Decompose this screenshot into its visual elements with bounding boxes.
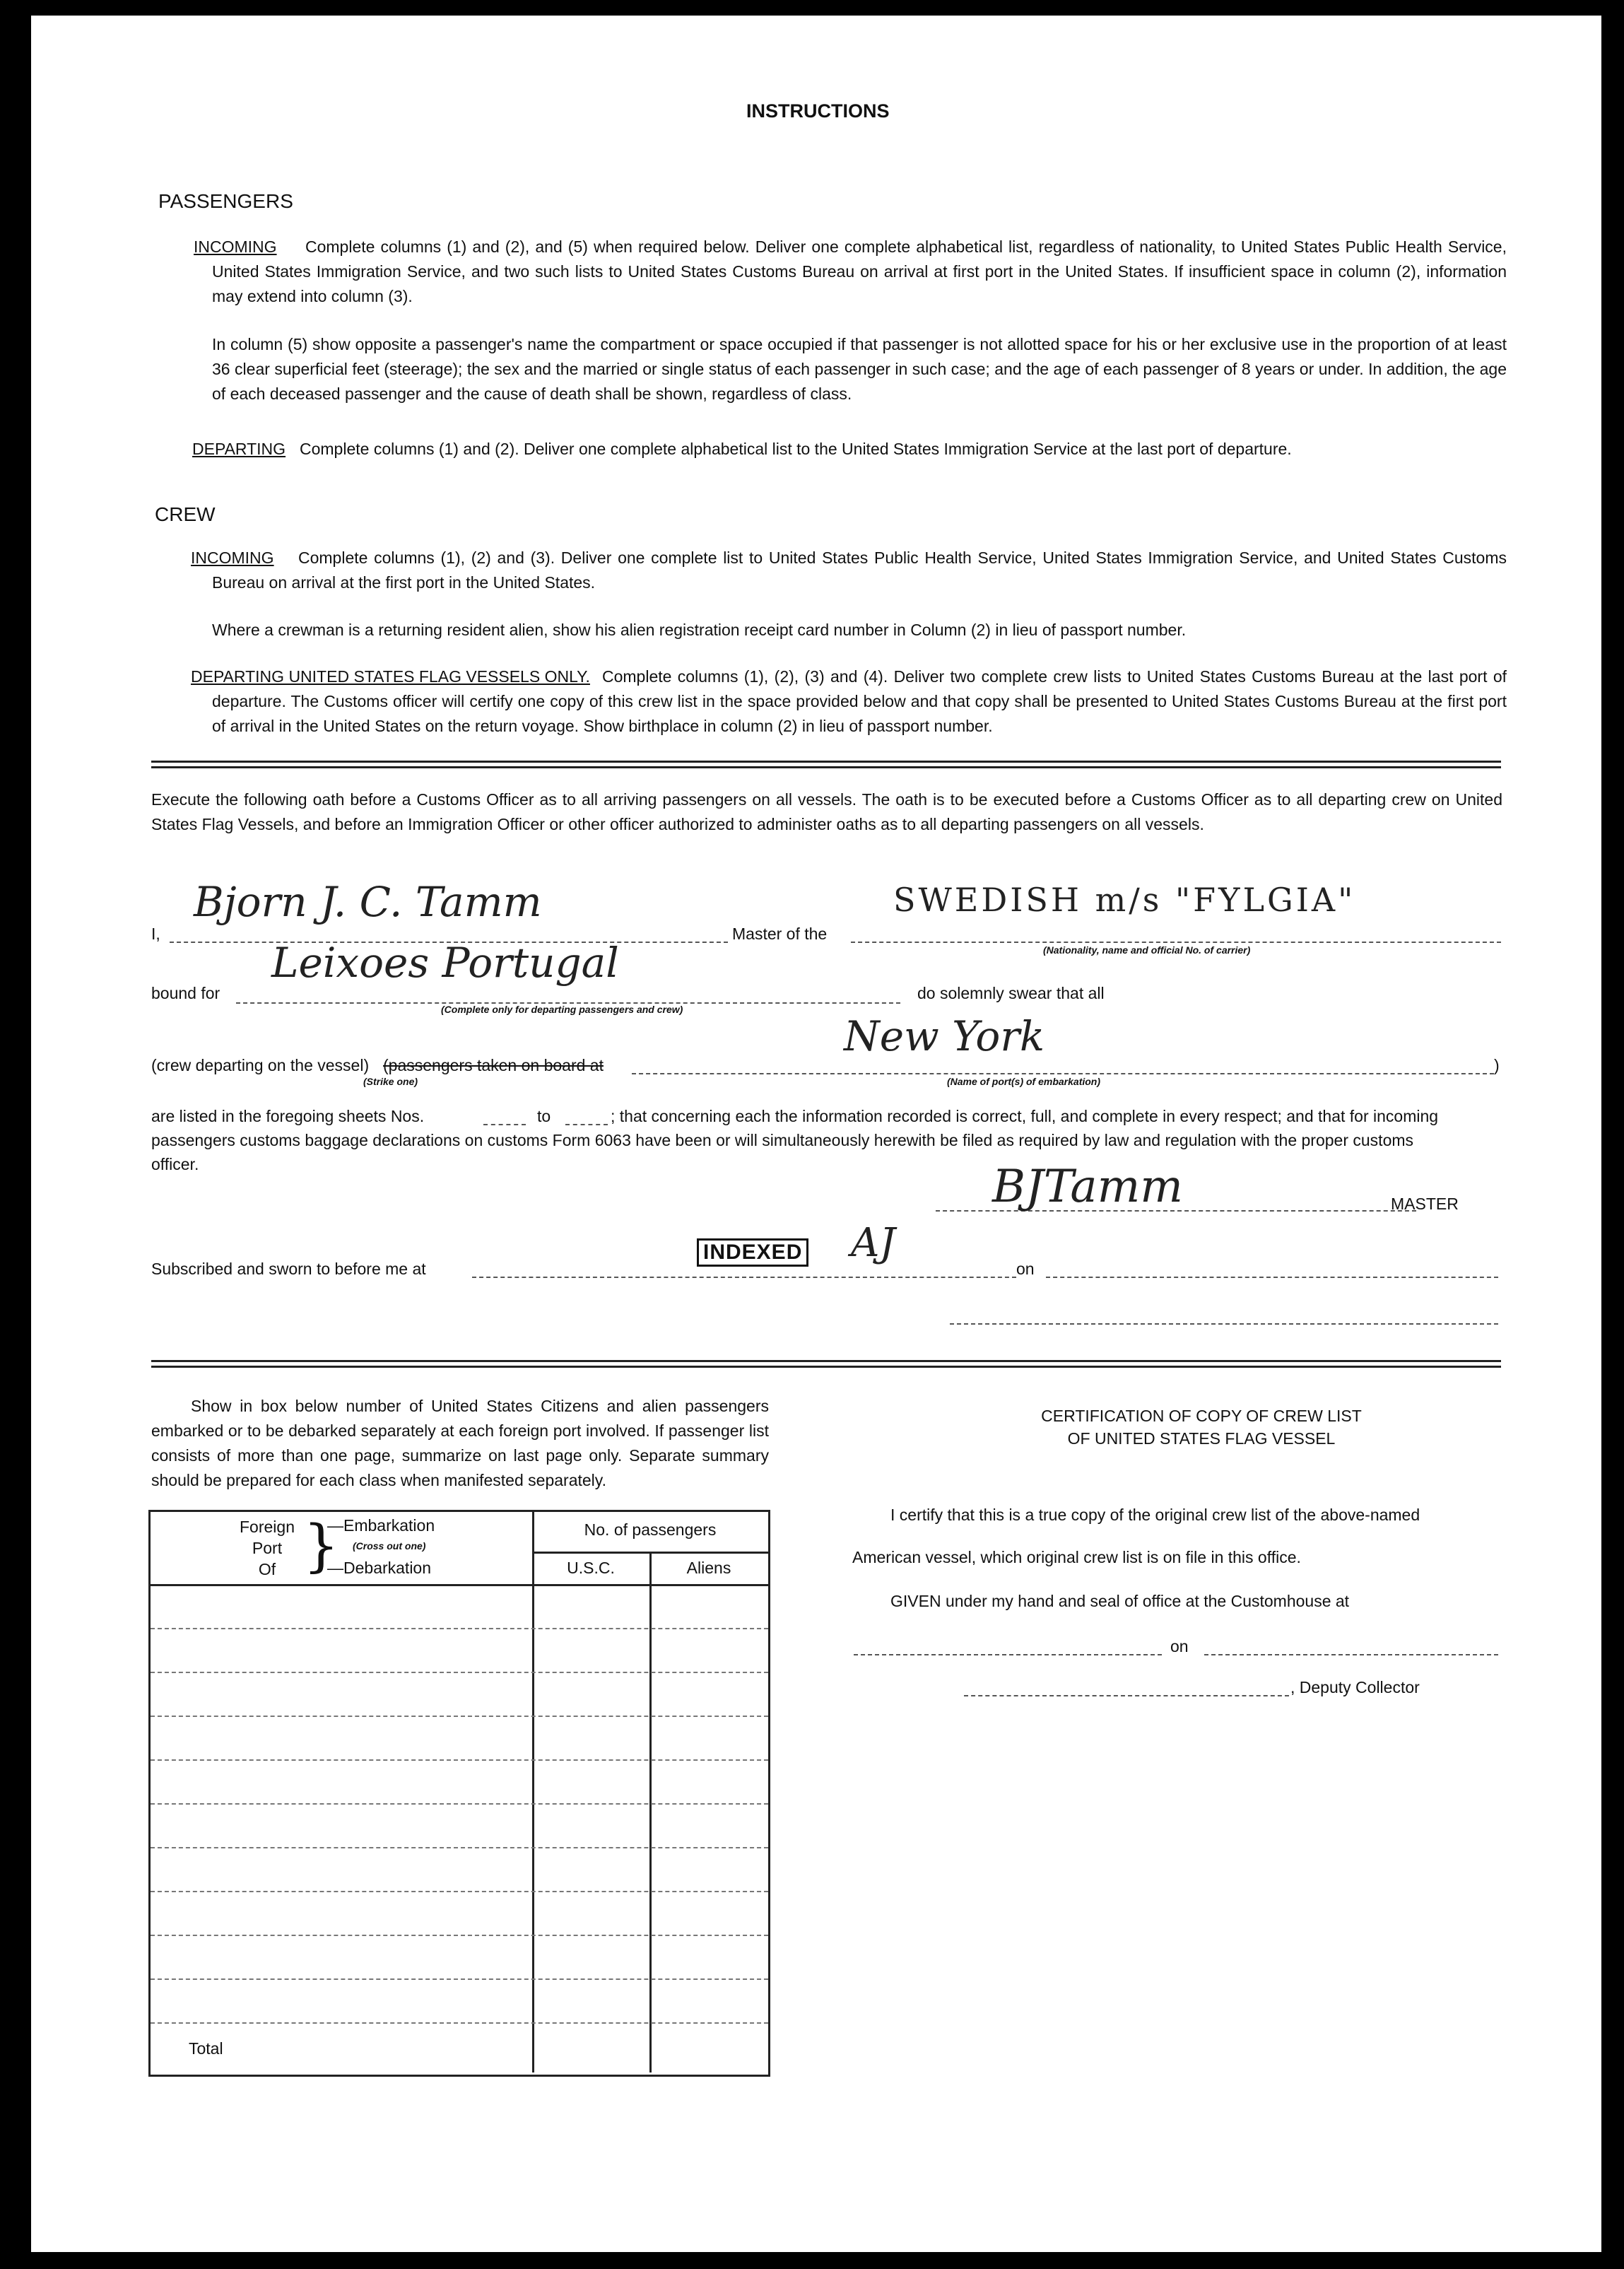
master-signature: BJTamm [992,1161,1183,1213]
table-col-divider-2 [649,1553,652,2072]
certification-line-3: GIVEN under my hand and seal of office at the Customhouse at [890,1592,1350,1610]
oath-intro: Execute the following oath before a Customs Officer as to all arriving passengers on all vessels. The oath is to be executed before a Customs Officer as to all departing crew on United States Flag Vessels, and before an Immigration Officer or other officer authorized to administer oaths as to all departing passengers on all vessels. [151,790,1502,833]
header-aliens: Aliens [686,1559,731,1577]
passengers-heading: PASSENGERS [158,190,293,212]
stamp-initials: AJ [851,1220,895,1266]
embark-caption: (Name of port(s) of embarkation) [947,1076,1101,1087]
header-cross-out: (Cross out one) [353,1540,426,1552]
header-of: Of [258,1560,276,1578]
listed-text-2: ; that concerning each the information recorded is correct, full, and complete in every respect; and that for incoming [611,1107,1439,1125]
table-row [151,2022,768,2024]
table-row [151,1628,768,1629]
header-no-of-passengers: No. of passengers [584,1520,717,1539]
page-title: INSTRUCTIONS [746,100,890,122]
subscribed-on-label: on [1016,1260,1035,1278]
section-divider [151,761,1501,768]
certification-title-1: CERTIFICATION OF COPY OF CREW LIST [1041,1407,1362,1425]
passengers-departing-label: DEPARTING [192,440,286,458]
brace: } [303,1513,339,1578]
header-embarkation: —Embarkation [327,1516,435,1535]
close-paren: ) [1494,1056,1500,1074]
subscribed-place-line [472,1277,1016,1278]
table-subheader-line [532,1552,768,1554]
sheet-to-line [565,1124,608,1125]
bound-for-label: bound for [151,984,220,1002]
passengers-column5-text: In column (5) show opposite a passenger's name the compartment or space occupied if that passenger is not allotted space for his or her exclusive use in the proportion of at least 36 clear superficial feet (steerage); the sex and the married or single status of each passenger in such case; and the age of each passenger of 8 years or under. In addition, the age of each deceased passenger and the cause of death shall be shown, regardless of class. [212,335,1507,403]
vessel-name: SWEDISH m/s "FYLGIA" [893,881,1356,919]
officer-line [950,1323,1498,1325]
header-debarkation: —Debarkation [327,1559,432,1577]
header-usc: U.S.C. [567,1559,615,1577]
header-foreign: Foreign [240,1518,295,1536]
summary-instructions: Show in box below number of United States Citizens and alien passengers embarked or to be debarked separately at each foreign port involved. If passenger list consists of more than one page, summarize on last page only. Separate summary should be prepared for each class when manifested separately. [151,1397,769,1489]
certification-on-label: on [1170,1637,1189,1655]
master-of-label: Master of the [732,925,828,943]
certification-title-2: OF UNITED STATES FLAG VESSEL [1067,1429,1336,1448]
table-row [151,1672,768,1673]
to-label: to [537,1107,551,1125]
crew-departing-option: (crew departing on the vessel) [151,1056,370,1074]
passengers-taken-option: (passengers taken on board at [383,1056,604,1074]
crew-departing-label: DEPARTING UNITED STATES FLAG VESSELS ONLY. [191,667,590,686]
table-row [151,1803,768,1805]
table-row [151,1978,768,1980]
deputy-collector-line [964,1695,1289,1696]
table-header-line [151,1584,768,1586]
table-row [151,1716,768,1717]
document-page [31,16,1601,2252]
table-total-label: Total [189,2039,223,2058]
section-divider-2 [151,1360,1501,1368]
certification-line-2: American vessel, which original crew list is on file in this office. [852,1548,1301,1566]
embark-line [632,1073,1494,1074]
table-row [151,1935,768,1936]
indexed-stamp: INDEXED [697,1238,808,1267]
passengers-incoming-label: INCOMING [194,238,277,256]
listed-text-4: officer. [151,1155,199,1173]
passengers-departing-text: Complete columns (1) and (2). Deliver one complete alphabetical list to the United States Immigration Service at the last port of departure. [300,440,1292,458]
table-row [151,1891,768,1892]
passenger-summary-table [148,1510,770,2077]
crew-incoming-text: Complete columns (1), (2) and (3). Deliver one complete list to United States Public Health Service, United States Immigration Service, and United States Customs Bureau on arrival at the first port in the United States. [212,549,1507,592]
strike-caption: (Strike one) [363,1076,418,1087]
deputy-collector-label: , Deputy Collector [1290,1678,1420,1696]
passengers-incoming-text: Complete columns (1) and (2), and (5) when required below. Deliver one complete alphabetical list, regardless of nationality, to United States Public Health Service, United States Immigration Service, and two such lists to United States Customs Bureau on arrival at first port in the United States. If insufficient space in column (2), information may extend into column (3). [212,238,1507,305]
oath-i-label: I, [151,925,160,943]
vessel-line [851,942,1501,943]
crew-departing-text: Complete columns (1), (2), (3) and (4). Deliver two complete crew lists to United States Customs Bureau at the last port of departure. The Customs officer will certify one copy of this crew list in the space provided below and that copy shall be presented to United States Customs Bureau at the first port of arrival in the United States on the return voyage. Show birthplace in column (2) in lieu of passport number. [212,667,1507,735]
table-row [151,1759,768,1761]
destination-caption: (Complete only for departing passengers and crew) [441,1004,683,1015]
embark-port: New York [844,1012,1045,1060]
header-port: Port [252,1539,283,1557]
table-row [151,1847,768,1848]
listed-text-1: are listed in the foregoing sheets Nos. [151,1107,425,1125]
sheet-from-line [483,1124,526,1125]
crew-resident-text: Where a crewman is a returning resident alien, show his alien registration receipt card number in Column (2) in lieu of passport number. [212,621,1187,639]
swear-label: do solemnly swear that all [917,984,1105,1002]
destination: Leixoes Portugal [271,939,619,987]
table-col-divider-1 [532,1512,534,2072]
customhouse-line [854,1654,1162,1655]
vessel-caption: (Nationality, name and official No. of carrier) [1043,944,1251,956]
master-name: Bjorn J. C. Tamm [194,878,542,926]
certification-date-line [1204,1654,1498,1655]
crew-incoming-label: INCOMING [191,549,274,567]
master-label: MASTER [1391,1195,1459,1213]
subscribed-label: Subscribed and sworn to before me at [151,1260,426,1278]
subscribed-date-line [1046,1277,1498,1278]
crew-heading: CREW [155,503,216,525]
listed-text-3: passengers customs baggage declarations on customs Form 6063 have been or will simultaneously herewith be filed as required by law and regulation with the proper customs [151,1131,1414,1149]
certification-line-1: I certify that this is a true copy of the original crew list of the above-named [890,1506,1420,1524]
